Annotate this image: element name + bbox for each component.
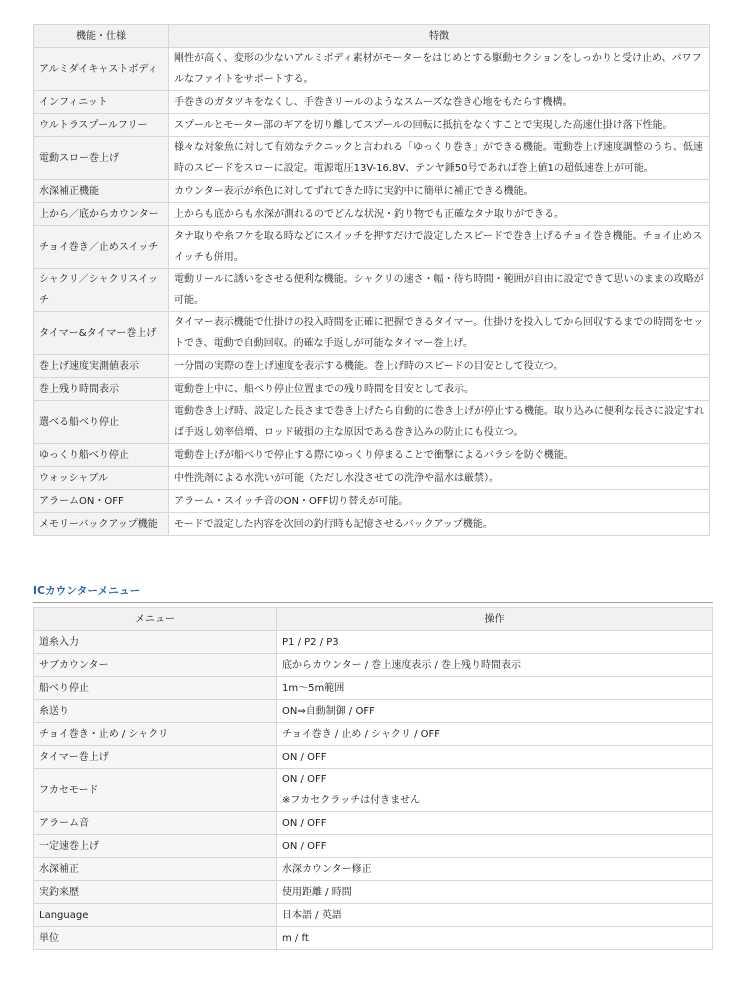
counter-operation <box>277 654 713 677</box>
counter-operation-line: P1 / P2 / P3 <box>282 636 339 648</box>
feature-row <box>34 490 710 513</box>
feature-description: 手巻きのガタツキをなくし、手巻きリールのようなスムーズな巻き心地をもたらす機構。 <box>169 91 710 114</box>
feature-row <box>34 444 710 467</box>
counter-operation-line: チョイ巻き / 止め / シャクリ / OFF <box>282 728 441 740</box>
counter-operation <box>277 927 713 950</box>
feature-name: ウォッシャブル <box>34 467 169 490</box>
counter-operation <box>277 723 713 746</box>
features-header-feature: 機能・仕様 <box>34 25 169 48</box>
feature-name: シャクリ／シャクリスイッチ <box>34 269 169 312</box>
feature-row <box>34 513 710 536</box>
counter-operation <box>277 700 713 723</box>
counter-operation-line: ON / OFF <box>282 817 327 829</box>
counter-operation <box>277 631 713 654</box>
counter-operation-line: 使用距離 / 時間 <box>282 886 352 898</box>
counter-menu-item: 船べり停止 <box>34 677 277 700</box>
counter-row <box>34 769 713 812</box>
feature-name: インフィニット <box>34 91 169 114</box>
counter-operation-line: 底からカウンター / 巻上速度表示 / 巻上残り時間表示 <box>282 659 522 671</box>
feature-description: カウンター表示が糸色に対してずれてきた時に実釣中に簡単に補正できる機能。 <box>169 180 710 203</box>
feature-description: 電動巻上中に、船べり停止位置までの残り時間を目安として表示。 <box>169 378 710 401</box>
counter-operation <box>277 904 713 927</box>
feature-row <box>34 378 710 401</box>
counter-operation <box>277 881 713 904</box>
feature-description: アラーム・スイッチ音のON・OFF切り替えが可能。 <box>169 490 710 513</box>
counter-menu-item: 糸送り <box>34 700 277 723</box>
features-table <box>33 24 710 536</box>
feature-row <box>34 355 710 378</box>
counter-operation-line: m / ft <box>282 932 309 944</box>
feature-row <box>34 226 710 269</box>
feature-description: スプールとモーター部のギアを切り離してスプールの回転に抵抗をなくすことで実現した高速仕掛け落下性能。 <box>169 114 710 137</box>
features-header-row <box>34 25 710 48</box>
counter-menu-item: タイマー巻上げ <box>34 746 277 769</box>
feature-description: 電動巻上げが船べりで停止する際にゆっくり停まることで衝撃によるバラシを防ぐ機能。 <box>169 444 710 467</box>
counter-header-operation: 操作 <box>277 608 713 631</box>
feature-name: 巻上げ速度実測値表示 <box>34 355 169 378</box>
feature-description: 一分間の実際の巻上げ速度を表示する機能。巻上げ時のスピードの目安として役立つ。 <box>169 355 710 378</box>
counter-row <box>34 723 713 746</box>
feature-name: ウルトラスプールフリー <box>34 114 169 137</box>
feature-name: 水深補正機能 <box>34 180 169 203</box>
counter-row <box>34 746 713 769</box>
feature-name: メモリーバックアップ機能 <box>34 513 169 536</box>
counter-operation <box>277 677 713 700</box>
feature-description: 中性洗剤による水洗いが可能（ただし水没させての洗浄や温水は厳禁）。 <box>169 467 710 490</box>
counter-row <box>34 631 713 654</box>
feature-name: アルミダイキャストボディ <box>34 48 169 91</box>
counter-body <box>34 631 713 950</box>
counter-row <box>34 700 713 723</box>
feature-row <box>34 114 710 137</box>
counter-operation-line: ON / OFF <box>282 774 327 785</box>
feature-row <box>34 180 710 203</box>
feature-description: 電動リールに誘いをさせる便利な機能。シャクリの速さ・幅・待ち時間・範囲が自由に設定できて思いのままの攻略が可能。 <box>169 269 710 312</box>
counter-operation <box>277 812 713 835</box>
counter-menu-item: 道糸入力 <box>34 631 277 654</box>
feature-name: チョイ巻き／止めスイッチ <box>34 226 169 269</box>
feature-name: タイマー&タイマー巻上げ <box>34 312 169 355</box>
counter-menu-item: チョイ巻き・止め / シャクリ <box>34 723 277 746</box>
feature-row <box>34 312 710 355</box>
counter-operation-line: ON / OFF <box>282 840 327 852</box>
counter-row <box>34 858 713 881</box>
features-body <box>34 48 710 536</box>
counter-menu-item: 実釣来歴 <box>34 881 277 904</box>
counter-row <box>34 904 713 927</box>
counter-header-menu: メニュー <box>34 608 277 631</box>
feature-name: 選べる船べり停止 <box>34 401 169 444</box>
feature-name: ゆっくり船べり停止 <box>34 444 169 467</box>
counter-operation-line: 水深カウンター修正 <box>282 863 372 875</box>
counter-operation-line: ON / OFF <box>282 751 327 763</box>
feature-row <box>34 137 710 180</box>
section-divider <box>33 602 713 603</box>
counter-header-row <box>34 608 713 631</box>
counter-row <box>34 812 713 835</box>
counter-menu-item: 水深補正 <box>34 858 277 881</box>
feature-row <box>34 48 710 91</box>
feature-name: 巻上残り時間表示 <box>34 378 169 401</box>
counter-row <box>34 927 713 950</box>
counter-menu-item: Language <box>34 904 277 927</box>
counter-operation-line: ON⇒自動制御 / OFF <box>282 705 375 717</box>
feature-name: 電動スロー巻上げ <box>34 137 169 180</box>
counter-operation <box>277 769 713 812</box>
counter-menu-item: サブカウンター <box>34 654 277 677</box>
counter-operation-line: 日本語 / 英語 <box>282 909 342 921</box>
feature-description: モードで設定した内容を次回の釣行時も記憶させるバックアップ機能。 <box>169 513 710 536</box>
ic-counter-menu-title: ICカウンターメニュー <box>33 585 141 597</box>
counter-menu-item: 一定速巻上げ <box>34 835 277 858</box>
feature-row <box>34 401 710 444</box>
feature-name: アラームON・OFF <box>34 490 169 513</box>
counter-menu-item: 単位 <box>34 927 277 950</box>
feature-row <box>34 269 710 312</box>
counter-menu-item: アラーム音 <box>34 812 277 835</box>
counter-row <box>34 881 713 904</box>
feature-description: 上からも底からも水深が測れるのでどんな状況・釣り物でも正確なタナ取りができる。 <box>169 203 710 226</box>
counter-operation <box>277 858 713 881</box>
feature-description: 電動巻き上げ時、設定した長さまで巻き上げたら自動的に巻き上げが停止する機能。取り込みに便利な長さに設定すれば手返し効率倍増、ロッド破損の主な原因である巻き込みの防止にも役立つ。 <box>169 401 710 444</box>
counter-operation <box>277 746 713 769</box>
counter-row <box>34 654 713 677</box>
counter-row <box>34 835 713 858</box>
counter-operation-line: 1m〜5m範囲 <box>282 682 345 694</box>
feature-row <box>34 91 710 114</box>
features-header-description: 特徴 <box>169 25 710 48</box>
counter-menu-item: フカセモード <box>34 769 277 812</box>
feature-description: 剛性が高く、変形の少ないアルミボディ素材がモーターをはじめとする駆動セクションをしっかりと受け止め、パワフルなファイトをサポートする。 <box>169 48 710 91</box>
counter-row <box>34 677 713 700</box>
counter-operation <box>277 835 713 858</box>
feature-description: 様々な対象魚に対して有効なテクニックと言われる「ゆっくり巻き」ができる機能。電動巻上げ速度調整のうち、低速時のスピードをスローに設定。電源電圧13V-16.8V、テンヤ錘50号であれば巻上値1の超低速巻上が可能。 <box>169 137 710 180</box>
ic-counter-table <box>33 607 713 950</box>
feature-description: タナ取りや糸フケを取る時などにスイッチを押すだけで設定したスピードで巻き上げるチョイ巻き機能。チョイ止めスイッチも併用。 <box>169 226 710 269</box>
feature-row <box>34 467 710 490</box>
feature-row <box>34 203 710 226</box>
feature-name: 上から／底からカウンター <box>34 203 169 226</box>
feature-description: タイマー表示機能で仕掛けの投入時間を正確に把握できるタイマー。仕掛けを投入してから回収するまでの時間をセットでき、電動で自動回収。的確な手返しが可能なタイマー巻上げ。 <box>169 312 710 355</box>
counter-operation-line: ※フカセクラッチは付きません <box>282 795 421 806</box>
